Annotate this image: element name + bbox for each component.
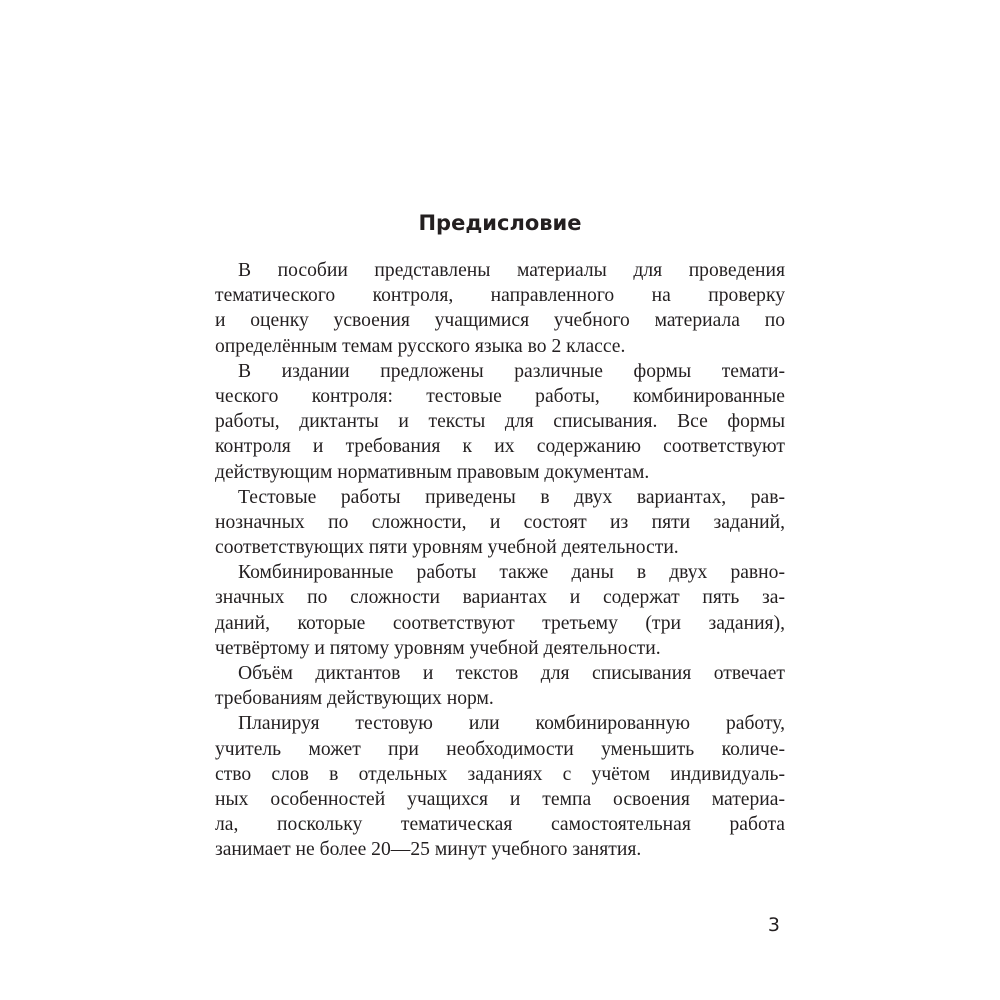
text-line: нозначных по сложности, и состоят из пяти заданий, xyxy=(215,511,785,533)
text-line: ных особенностей учащихся и темпа освоения материа- xyxy=(215,788,785,810)
text-line: Планируя тестовую или комбинированную работу, xyxy=(238,713,785,735)
text-line: В пособии представлены материалы для проведения xyxy=(238,260,785,281)
text-line: четвёртому и пятому уровням учебной деятельности. xyxy=(215,637,661,659)
text-line: Объём диктантов и текстов для списывания отвечает xyxy=(238,663,785,684)
text-line: тематического контроля, направленного на проверку xyxy=(215,285,785,307)
text-line: даний, которые соответствуют третьему (три задания), xyxy=(215,612,785,634)
text-line: Тестовые работы приведены в двух вариантах, рав- xyxy=(238,486,785,508)
text-line: требованиям действующих норм. xyxy=(215,688,494,710)
text-line: ла, поскольку тематическая самостоятельная работа xyxy=(215,814,785,836)
text-line: Комбинированные работы также даны в двух равно- xyxy=(238,562,785,584)
text-line: занимает не более 20—25 минут учебного занятия. xyxy=(215,839,642,861)
text-line: В издании предложены различные формы темати- xyxy=(238,360,785,382)
page-number: 3 xyxy=(767,914,780,936)
page-title: Предисловие xyxy=(418,211,582,235)
text-line: учитель может при необходимости уменьшить количе- xyxy=(215,738,785,760)
text-line: работы, диктанты и тексты для списывания. Все формы xyxy=(215,411,785,433)
text-line: и оценку усвоения учащимися учебного материала по xyxy=(215,310,785,332)
text-line: соответствующих пяти уровням учебной деятельности. xyxy=(215,537,679,559)
text-line: ческого контроля: тестовые работы, комбинированные xyxy=(215,385,785,407)
text-line: контроля и требования к их содержанию соответствуют xyxy=(215,436,785,458)
preface-body xyxy=(215,258,785,863)
text-line: действующим нормативным правовым документам. xyxy=(215,461,650,483)
text-line: определённым темам русского языка во 2 классе. xyxy=(215,335,626,357)
text-line: значных по сложности вариантах и содержат пять за- xyxy=(215,587,785,609)
text-line: ство слов в отдельных заданиях с учётом индивидуаль- xyxy=(215,763,785,785)
